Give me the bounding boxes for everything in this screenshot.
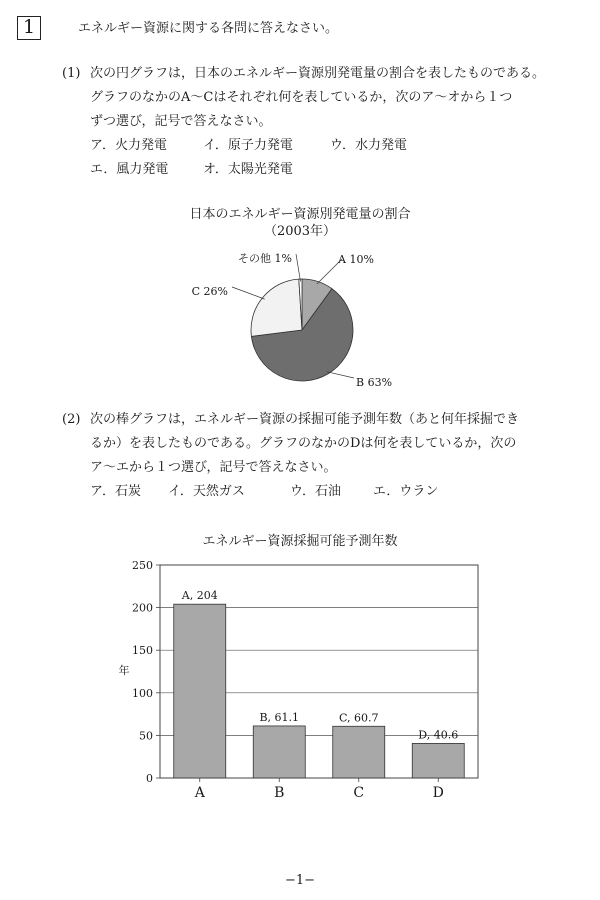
bar-chart-title: エネルギー資源採掘可能予測年数 bbox=[202, 534, 398, 549]
q1-choice-e: エ．風力発電 bbox=[90, 162, 169, 177]
bar-y-tick-label: 0 bbox=[146, 772, 153, 785]
q1-line-3: ずつ選び，記号で答えなさい。 bbox=[90, 114, 272, 129]
q1-number: (1) bbox=[62, 66, 81, 81]
q1-choice-o: オ．太陽光発電 bbox=[203, 162, 293, 177]
q2-choice-a: ア．石炭 bbox=[90, 484, 141, 499]
question-intro: エネルギー資源に関する各問に答えなさい。 bbox=[78, 21, 339, 36]
bar-x-tick-label-a: A bbox=[194, 785, 205, 801]
q2-choice-i: イ．天然ガス bbox=[168, 484, 245, 499]
bar-y-tick-label: 150 bbox=[132, 644, 153, 658]
q2-line-2: るか）を表したものである。グラフのなかのDは何を表しているか，次の bbox=[90, 436, 517, 451]
pie-label-c: C 26% bbox=[191, 285, 228, 298]
bar-x-tick-label-c: C bbox=[353, 785, 365, 801]
pie-chart-subtitle: （2003年） bbox=[263, 224, 337, 239]
bar-data-label-c: C, 60.7 bbox=[338, 711, 379, 725]
bar-y-tick-label: 200 bbox=[132, 601, 153, 615]
q1-line-2: グラフのなかのA～Cはそれぞれ何を表しているか，次のア～オから１つ bbox=[90, 90, 513, 105]
bar-y-tick-label: 50 bbox=[139, 729, 153, 743]
pie-label-other: その他 1% bbox=[238, 252, 292, 265]
pie-chart-title: 日本のエネルギー資源別発電量の割合 bbox=[189, 207, 411, 222]
q2-line-1: 次の棒グラフは，エネルギー資源の採掘可能予測年数（あと何年採掘でき bbox=[90, 412, 520, 427]
q1-choice-u: ウ．水力発電 bbox=[330, 138, 407, 153]
q1-choice-i: イ．原子力発電 bbox=[203, 138, 293, 153]
bar-a bbox=[174, 604, 226, 778]
bar-data-label-d: D, 40.6 bbox=[418, 728, 459, 742]
question-number-box: 1 bbox=[17, 16, 41, 40]
bar-b bbox=[253, 726, 305, 778]
bar-data-label-b: B, 61.1 bbox=[259, 710, 300, 724]
q1-choice-a: ア．火力発電 bbox=[90, 138, 167, 153]
q2-choice-e: エ．ウラン bbox=[373, 484, 439, 499]
bar-d bbox=[412, 743, 464, 778]
q2-choice-u: ウ．石油 bbox=[290, 484, 341, 499]
pie-label-a: A 10% bbox=[338, 253, 374, 266]
q2-number: (2) bbox=[62, 412, 81, 427]
bar-y-tick-label: 250 bbox=[132, 559, 153, 572]
q2-line-3: ア～エから１つ選び，記号で答えなさい。 bbox=[90, 460, 337, 475]
pie-label-b: B 63% bbox=[356, 376, 393, 389]
bar-x-tick-label-d: D bbox=[432, 785, 444, 801]
q1-line-1: 次の円グラフは，日本のエネルギー資源別発電量の割合を表したものである。 bbox=[90, 66, 546, 81]
bar-c bbox=[333, 726, 385, 778]
bar-y-tick-label: 100 bbox=[132, 686, 153, 700]
bar-y-axis-label: 年 bbox=[118, 664, 130, 677]
bar-x-tick-label-b: B bbox=[274, 785, 285, 801]
page-number: −1− bbox=[284, 873, 316, 888]
bar-data-label-a: A, 204 bbox=[181, 589, 218, 603]
